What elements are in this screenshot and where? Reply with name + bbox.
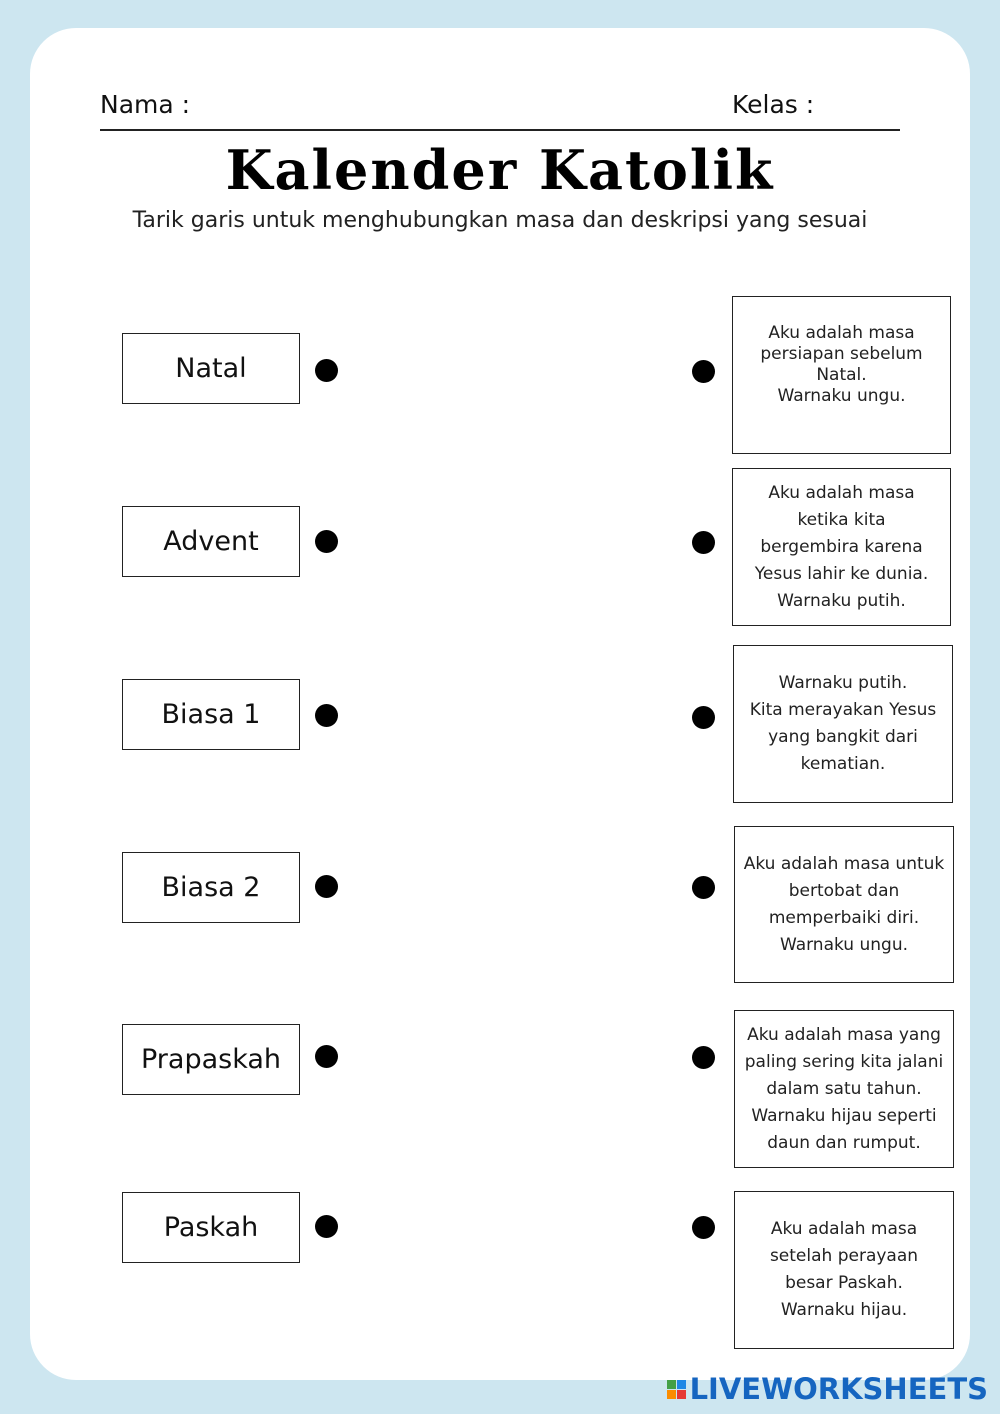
left-match-dot[interactable] <box>315 530 338 553</box>
brand-name: LIVEWORKSHEETS <box>689 1372 988 1406</box>
left-match-dot[interactable] <box>315 875 338 898</box>
liveworksheets-logo-icon <box>667 1380 686 1399</box>
description-box <box>732 468 951 626</box>
left-match-dot[interactable] <box>315 1045 338 1068</box>
class-label: Kelas : <box>732 90 815 119</box>
term-box-biasa-1: Biasa 1 <box>122 679 300 750</box>
term-box-paskah: Paskah <box>122 1192 300 1263</box>
description-text: Aku adalah masa untuk bertobat dan memperbaiki diri. Warnaku ungu. <box>743 853 945 955</box>
description-box <box>734 826 954 983</box>
description-box <box>733 645 953 803</box>
left-match-dot[interactable] <box>315 704 338 727</box>
page-title: Kalender Katolik <box>225 138 775 202</box>
description-text: Aku adalah masa yang paling sering kita jalani dalam satu tahun. Warnaku hijau seperti daun dan rumput. <box>744 1024 944 1153</box>
description-text: Aku adalah masa persiapan sebelum Natal. Warnaku ungu. <box>760 323 923 406</box>
liveworksheets-logo[interactable] <box>667 1372 988 1406</box>
right-match-dot[interactable] <box>692 1216 715 1239</box>
right-match-dot[interactable] <box>692 706 715 729</box>
name-label: Nama : <box>100 90 191 119</box>
description-box <box>732 296 951 454</box>
term-box-prapaskah: Prapaskah <box>122 1024 300 1095</box>
description-text: Aku adalah masa ketika kita bergembira karena Yesus lahir ke dunia. Warnaku putih. <box>754 482 929 611</box>
right-match-dot[interactable] <box>692 531 715 554</box>
term-box-advent: Advent <box>122 506 300 577</box>
term-box-biasa-2: Biasa 2 <box>122 852 300 923</box>
right-match-dot[interactable] <box>692 1046 715 1069</box>
right-match-dot[interactable] <box>692 360 715 383</box>
left-match-dot[interactable] <box>315 1215 338 1238</box>
term-box-natal: Natal <box>122 333 300 404</box>
left-match-dot[interactable] <box>315 359 338 382</box>
description-text: Aku adalah masa setelah perayaan besar Paskah. Warnaku hijau. <box>769 1219 919 1320</box>
right-match-dot[interactable] <box>692 876 715 899</box>
description-box <box>734 1010 954 1168</box>
description-text: Warnaku putih. Kita merayakan Yesus yang bangkit dari kematian. <box>749 673 937 774</box>
instruction-text: Tarik garis untuk menghubungkan masa dan deskripsi yang sesuai <box>132 208 868 233</box>
description-box <box>734 1191 954 1349</box>
name-class-line <box>100 129 900 131</box>
